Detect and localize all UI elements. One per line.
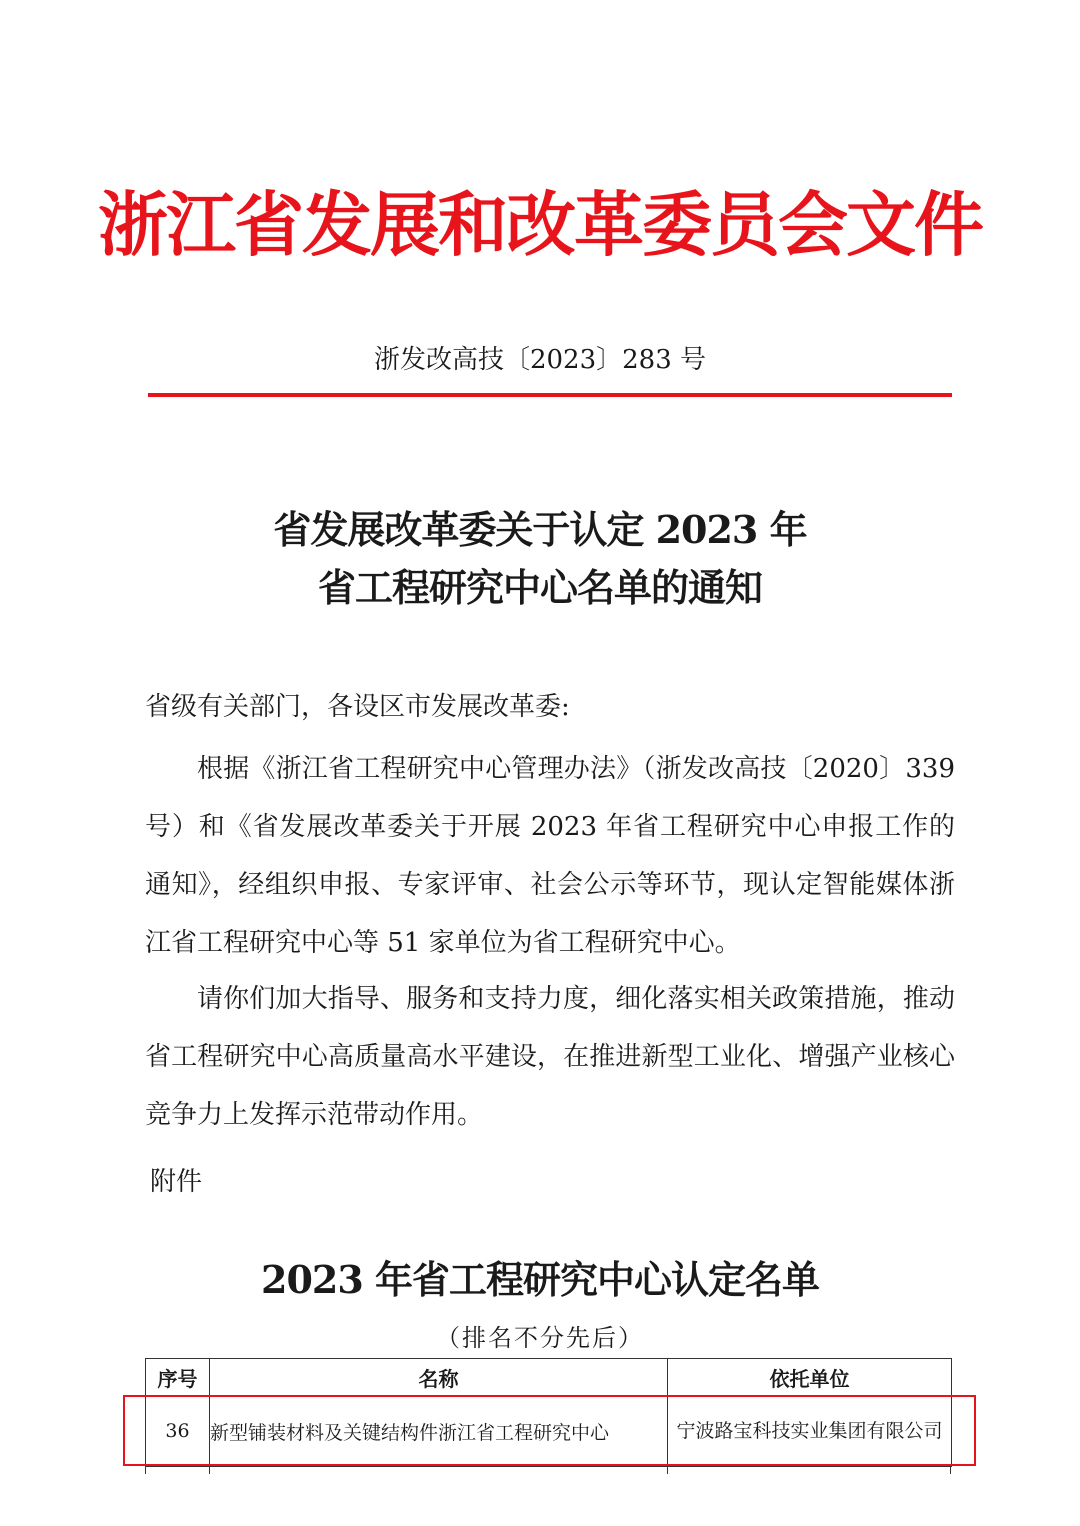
column-header-name: 名称 bbox=[210, 1359, 668, 1396]
column-header-number: 序号 bbox=[146, 1359, 210, 1396]
notice-title-line-1: 省发展改革委关于认定 2023 年 bbox=[273, 507, 807, 552]
masthead-title: 浙江省发展和改革委员会文件 bbox=[98, 183, 982, 266]
column-header-org: 依托单位 bbox=[668, 1359, 952, 1396]
highlight-box bbox=[123, 1395, 976, 1466]
salutation: 省级有关部门，各设区市发展改革委: bbox=[145, 692, 570, 722]
red-divider bbox=[148, 393, 952, 397]
body-paragraph-2: 请你们加大指导、服务和支持力度，细化落实相关政策措施，推动省工程研究中心高质量高水平建设，在推进新型工业化、增强产业核心竞争力上发挥示范带动作用。 bbox=[145, 984, 955, 1130]
attachment-label: 附件 bbox=[150, 1167, 203, 1197]
body-paragraph-1: 根据《浙江省工程研究中心管理办法》（浙发改高技〔2020〕339号）和《省发展改革委关于开展 2023 年省工程研究中心申报工作的通知》，经组织申报、专家评审、社会公示等环节，现认定智能媒体浙江省工程研究中心等 51 家单位为省工程研究中心。 bbox=[145, 754, 955, 958]
list-subtitle: （排名不分先后） bbox=[436, 1324, 644, 1352]
row-number-cell: 36 bbox=[146, 1396, 210, 1467]
table-header-row bbox=[146, 1359, 952, 1396]
host-org-cell: 宁波路宝科技实业集团有限公司 bbox=[668, 1396, 952, 1467]
notice-title-line-2: 省工程研究中心名单的通知 bbox=[317, 565, 762, 610]
document-number: 浙发改高技〔2023〕283 号 bbox=[373, 345, 707, 375]
center-name-cell: 新型铺装材料及关键结构件浙江省工程研究中心 bbox=[210, 1396, 668, 1467]
list-title: 2023 年省工程研究中心认定名单 bbox=[261, 1257, 819, 1302]
table-continuation bbox=[145, 1466, 951, 1474]
